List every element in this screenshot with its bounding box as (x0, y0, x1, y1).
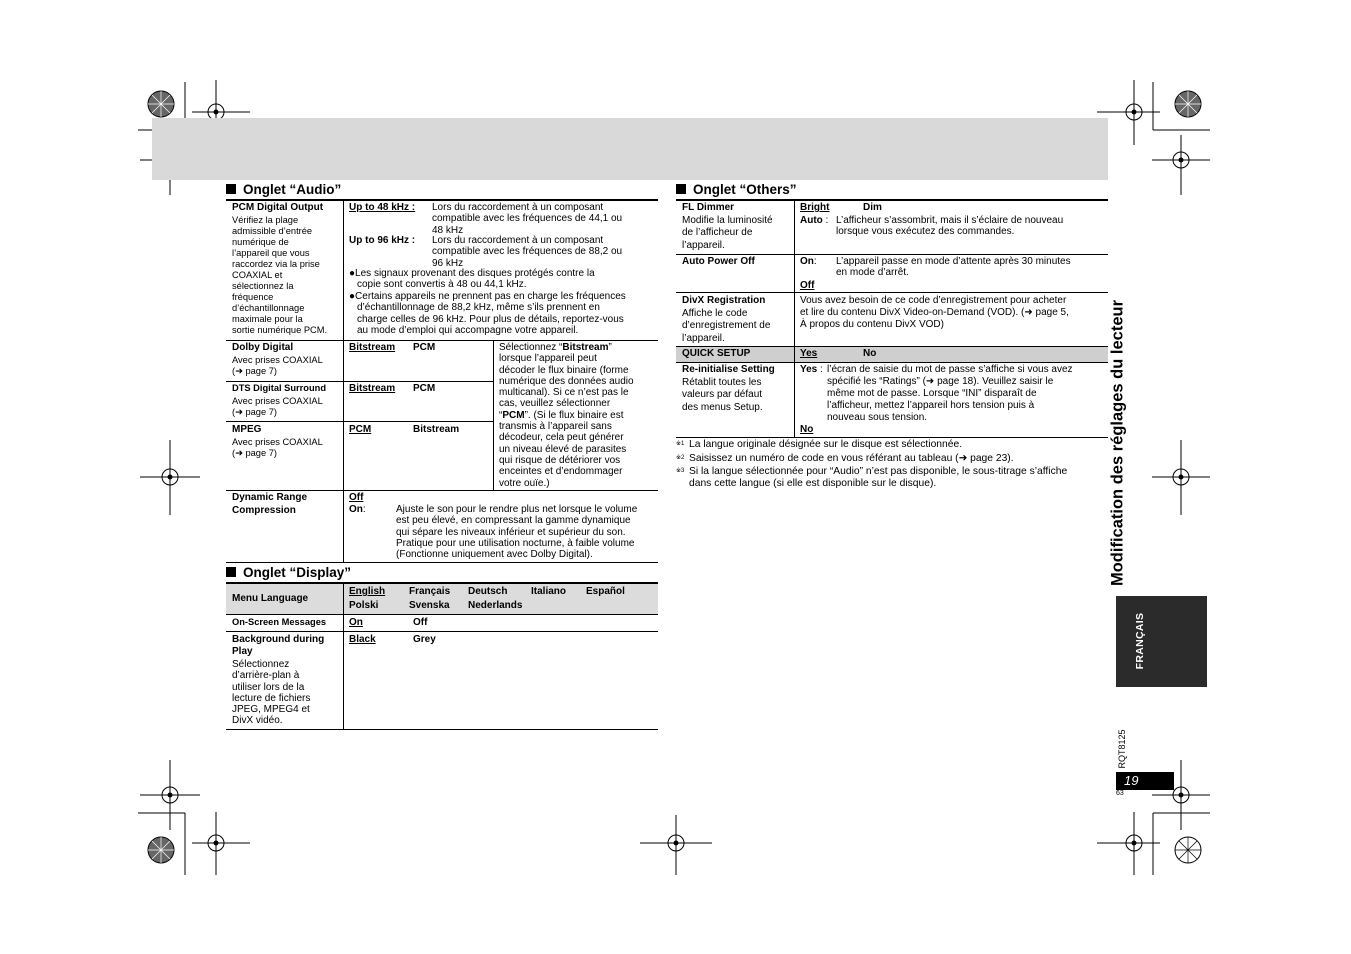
dolby-digital-label: Dolby Digital (232, 342, 294, 353)
dolby-option-pcm[interactable]: PCM (413, 342, 436, 353)
mpeg-label: MPEG (232, 424, 262, 435)
fl-dimmer-label: FL Dimmer (682, 202, 735, 213)
header-band (152, 118, 1108, 180)
apo-option-on[interactable]: On: (800, 256, 817, 267)
osm-option-off[interactable]: Off (413, 617, 428, 628)
menu-language-label: Menu Language (232, 593, 309, 604)
square-bullet-icon (226, 184, 236, 194)
lang-deutsch[interactable]: Deutsch (468, 586, 508, 597)
dts-option-pcm[interactable]: PCM (413, 383, 436, 394)
mpeg-option-bitstream[interactable]: Bitstream (413, 424, 460, 435)
lang-english[interactable]: English (349, 586, 386, 597)
fl-option-bright[interactable]: Bright (800, 202, 830, 213)
reinit-yes-description: l’écran de saisie du mot de passe s’affiche si vous avez (827, 364, 1073, 375)
pcm-note-2: ●Certains appareils ne prennent pas en charge les fréquences d’échantillonnage de 88,2 kHz, même s’ils prennent en charge celles de 96 kHz. Pour plus de détails, reportez-vous au mode d’emploi qui accompagne votre appareil. (349, 291, 626, 336)
pcm-description: Vérifiez la plage admissible d’entrée numérique de l’appareil que vous raccordez via la prise COAXIAL et sélectionnez la fréquence d’échantillonnage maximale pour la sortie numérique PCM. (232, 215, 328, 335)
background-description: Sélectionnez d’arrière-plan à utiliser lors de la lecture de fichiers JPEG, MPEG4 et DivX vidéo. (232, 659, 311, 727)
fl-dimmer-description: Modifie la luminosité de l’afficheur de l’appareil. (682, 215, 773, 251)
drc-on-description: Ajuste le son pour le rendre plus net lorsque le volume est peu élevé, en compressant la gamme dynamique qui sépare les niveaux inférieur et supérieur du son. Pratique pour une utilisation nocturne, à faible volume (Fonctionne uniquement avec Dolby Digital). (396, 504, 638, 561)
bitstream-note: Sélectionnez “Bitstream” lorsque l’appareil peut décoder le flux binaire (forme numérique des données audio multicanal). Si ce n’est pas le cas, veuillez sélectionner “PCM”. (Si le flux binaire est transmis à l’appareil sans décodeur, cela peut générer un niveau élevé de parasites qui risque de détériorer vos enceintes et d’endommager votre ouïe.) (499, 342, 634, 489)
background-during-play-label: Background during Play (232, 634, 325, 658)
on-screen-messages-label: On-Screen Messages (232, 617, 327, 627)
up-to-96khz-description: Lors du raccordement à un composant compatible avec les fréquences de 88,2 ou 96 kHz (432, 235, 623, 269)
apo-on-description: L’appareil passe en mode d’attente après 30 minutes en mode d’arrêt. (836, 256, 1071, 279)
up-to-48khz-description: Lors du raccordement à un composant compatible avec les fréquences de 44,1 ou 48 kHz (432, 202, 623, 236)
dts-description: Avec prises COAXIAL (➜ page 7) (232, 396, 323, 417)
lang-nederlands[interactable]: Nederlands (468, 600, 523, 611)
dynamic-range-compression-label: Dynamic Range Compression (232, 492, 308, 517)
language-tab: FRANÇAIS (1116, 596, 1207, 687)
square-bullet-icon (676, 184, 686, 194)
dolby-option-bitstream[interactable]: Bitstream (349, 342, 396, 353)
model-code: RQT8125 (1117, 729, 1127, 769)
fl-option-auto[interactable]: Auto : (800, 215, 829, 226)
pcm-note-1: ●Les signaux provenant des disques protégés contre la copie sont convertis à 48 ou 44,1 kHz. (349, 268, 595, 291)
page-number: 19 (1116, 772, 1174, 790)
reinitialise-description: Rétablit toutes les valeurs par défaut des menus Setup. (682, 377, 763, 413)
osm-option-on[interactable]: On (349, 617, 363, 628)
option-up-to-96khz[interactable]: Up to 96 kHz : (349, 235, 416, 246)
display-section-title: Onglet “Display” (226, 565, 351, 580)
pcm-digital-output-label: PCM Digital Output (232, 202, 324, 213)
mpeg-option-pcm[interactable]: PCM (349, 424, 372, 435)
auto-power-off-label: Auto Power Off (682, 256, 755, 267)
divx-description: Affiche le code d’enregistrement de l’appareil. (682, 308, 771, 344)
reinit-option-no[interactable]: No (800, 424, 814, 435)
quick-setup-label: QUICK SETUP (682, 348, 751, 359)
others-section-title: Onglet “Others” (676, 182, 797, 197)
bg-option-black[interactable]: Black (349, 634, 376, 645)
drc-option-off[interactable]: Off (349, 492, 364, 503)
footnote-1: La langue originale désignée sur le disque est sélectionnée. (689, 439, 963, 450)
lang-francais[interactable]: Français (409, 586, 451, 597)
footnote-3: Si la langue sélectionnée pour “Audio” n’est pas disponible, le sous-titrage s’affiche dans cette langue (si elle est disponible sur le disque). (689, 466, 1068, 490)
quick-setup-yes[interactable]: Yes (800, 348, 818, 359)
divx-registration-label: DivX Registration (682, 295, 766, 306)
quick-setup-no[interactable]: No (863, 348, 877, 359)
reinitialise-setting-label: Re-initialise Setting (682, 364, 775, 375)
divx-info: Vous avez besoin de ce code d’enregistrement pour acheter et lire du contenu DivX Video-on-Demand (VOD). (➜ page 5, À propos du contenu DivX VOD) (800, 295, 1069, 330)
reinit-option-yes[interactable]: Yes : (800, 364, 823, 375)
dolby-description: Avec prises COAXIAL (➜ page 7) (232, 355, 323, 376)
dts-digital-surround-label: DTS Digital Surround (232, 383, 326, 393)
drc-option-on[interactable]: On: (349, 504, 366, 515)
lang-polski[interactable]: Polski (349, 600, 379, 611)
lang-italiano[interactable]: Italiano (531, 586, 567, 597)
lang-espanol[interactable]: Español (586, 586, 625, 597)
footnote-2: Saisissez un numéro de code en vous référant au tableau (➜ page 23). (689, 453, 1014, 464)
apo-option-off[interactable]: Off (800, 280, 815, 291)
square-bullet-icon (226, 567, 236, 577)
lang-svenska[interactable]: Svenska (409, 600, 450, 611)
fl-auto-description: L’afficheur s’assombrit, mais il s’éclaire de nouveau lorsque vous exécutez des commandes. (836, 215, 1064, 238)
dts-option-bitstream[interactable]: Bitstream (349, 383, 396, 394)
fl-option-dim[interactable]: Dim (863, 202, 882, 213)
mpeg-description: Avec prises COAXIAL (➜ page 7) (232, 437, 323, 458)
option-up-to-48khz[interactable]: Up to 48 kHz : (349, 202, 416, 213)
chapter-side-title: Modification des réglages du lecteur (1108, 299, 1127, 586)
audio-section-title: Onglet “Audio” (226, 182, 341, 197)
page-number-small: 63 (1116, 790, 1124, 797)
bg-option-grey[interactable]: Grey (413, 634, 436, 645)
